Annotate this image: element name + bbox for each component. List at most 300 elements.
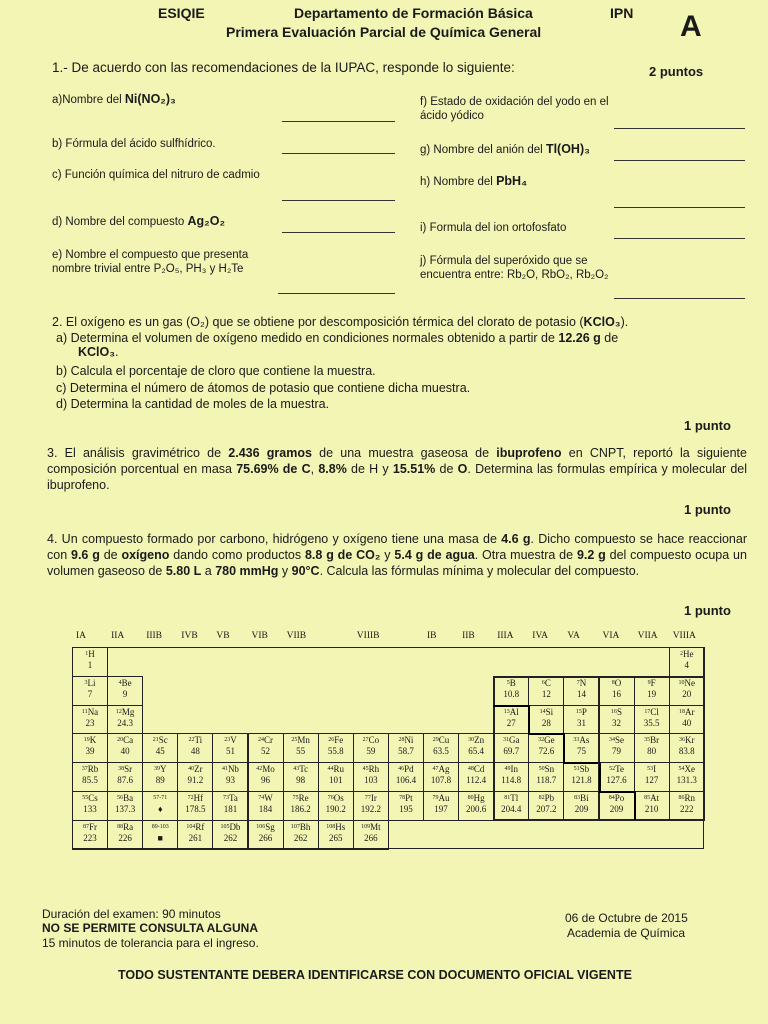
- p-block-frame: [493, 676, 705, 821]
- element-co: [353, 733, 389, 763]
- element-sc: [142, 733, 178, 763]
- q3-t3: en CNPT, reportó la siguiente composición porcentual en masa: [47, 446, 747, 476]
- q1-j-answer-line[interactable]: [614, 298, 745, 299]
- element-symbol: Kr: [684, 735, 695, 746]
- group-label-viiib: VIIIB: [356, 631, 380, 641]
- element-symbol: Cr: [264, 735, 274, 746]
- atomic-mass: 28: [541, 717, 551, 728]
- element-symbol: Ra: [123, 821, 134, 832]
- atomic-mass: 20: [682, 688, 692, 699]
- atomic-number: 107: [290, 823, 300, 830]
- atomic-mass: 65.4: [468, 746, 485, 757]
- atomic-mass: 265: [328, 832, 343, 843]
- q4-t10: . Calcula las fórmulas mínima y molecular del compuesto.: [319, 564, 640, 578]
- atomic-mass: ♦: [157, 804, 163, 814]
- element-rh: [353, 762, 389, 792]
- q2-points: 1 punto: [684, 418, 731, 433]
- element-symbol: F: [650, 677, 656, 688]
- atomic-mass: 121.8: [571, 775, 592, 786]
- atomic-number: 36: [678, 737, 685, 744]
- atomic-mass: 133: [83, 804, 97, 814]
- atomic-number: 11: [81, 708, 88, 715]
- atomic-number: 85: [644, 795, 651, 801]
- element-hf: [177, 791, 213, 821]
- element-fe: [318, 733, 354, 763]
- q1-c: c) Función química del nitruro de cadmio: [52, 169, 260, 181]
- atomic-number: 14: [539, 708, 546, 715]
- q1-a: [52, 93, 176, 108]
- atomic-number: 105: [220, 823, 230, 830]
- q3-mass: 2.436 gramos: [228, 446, 312, 460]
- group-label-vb: VB: [216, 631, 230, 641]
- atomic-number: 34: [609, 737, 616, 744]
- q2-title-end: ).: [620, 315, 629, 329]
- element-sr: [107, 762, 143, 792]
- element-symbol: Zn: [474, 735, 485, 746]
- element-ca: [107, 733, 143, 763]
- element-mg: [107, 705, 143, 735]
- atomic-number: 3: [84, 679, 88, 686]
- atomic-mass: 40: [120, 746, 130, 757]
- atomic-mass: 9: [122, 688, 128, 699]
- exam-duration: Duración del examen: 90 minutos: [42, 907, 221, 921]
- atomic-mass: 261: [188, 832, 203, 843]
- atomic-mass: 127.6: [606, 775, 627, 786]
- atomic-number: 49: [504, 766, 511, 773]
- element-symbol: C: [544, 677, 551, 688]
- atomic-number: 42: [256, 766, 263, 773]
- atomic-number: 89-103: [151, 823, 169, 830]
- element-mn: [283, 733, 319, 763]
- element-k: [72, 733, 108, 763]
- element-mt: [353, 820, 389, 850]
- atomic-mass: 266: [364, 832, 378, 843]
- atomic-mass: 48: [190, 746, 200, 757]
- atomic-number: 17: [644, 708, 651, 715]
- q1-h-formula: PbH₄: [496, 174, 528, 188]
- atomic-mass: 91.2: [187, 775, 204, 786]
- atomic-number: 16: [611, 708, 618, 715]
- atomic-number: 30: [468, 737, 475, 744]
- element-zn: [458, 733, 494, 763]
- q3-t7: . Determina las formulas empírica y molecular del ibuprofeno.: [47, 462, 747, 492]
- q1-i: i) Formula del ion ortofosfato: [420, 222, 567, 234]
- element-v: [212, 733, 248, 763]
- element-w: [248, 791, 284, 821]
- atomic-mass: 137.3: [115, 804, 136, 814]
- atomic-mass: 16: [612, 688, 622, 699]
- element-symbol: He: [682, 649, 694, 659]
- atomic-number: 45: [362, 766, 369, 773]
- element-symbol: Xe: [684, 764, 695, 775]
- q3-carbon: 75.69% de C: [236, 462, 311, 476]
- q4-t3: de: [99, 548, 122, 562]
- element-symbol: I: [653, 764, 657, 775]
- element-y: [142, 762, 178, 792]
- atomic-number: 109: [361, 823, 371, 830]
- atomic-number: 43: [293, 766, 300, 773]
- atomic-mass: 40: [682, 717, 692, 728]
- element-symbol: Ba: [123, 793, 134, 803]
- atomic-mass: 55: [296, 746, 306, 757]
- element-rf: [177, 820, 213, 850]
- group-label-iiia: IIIA: [497, 631, 514, 641]
- element-cs: [72, 791, 108, 821]
- q3-compound: ibuprofeno: [496, 446, 562, 460]
- atomic-mass: 89: [155, 775, 165, 786]
- element-symbol: W: [264, 793, 273, 803]
- atomic-mass: 75: [576, 746, 586, 757]
- atomic-number: 24: [258, 737, 265, 744]
- atomic-number: 19: [83, 737, 90, 744]
- element-nb: [212, 762, 248, 792]
- atomic-number: 84: [608, 795, 615, 801]
- atomic-mass: 69.7: [503, 746, 520, 757]
- element-symbol: Rf: [195, 821, 205, 832]
- atomic-mass: 262: [223, 832, 238, 843]
- atomic-number: 82: [538, 795, 545, 801]
- q1-h-text: h) Nombre del: [420, 176, 497, 188]
- atomic-number: 78: [399, 795, 406, 801]
- element-symbol: Y: [159, 764, 167, 775]
- atomic-number: 6: [541, 679, 545, 686]
- element-db: [212, 820, 248, 850]
- atomic-number: 39: [153, 766, 160, 773]
- atomic-mass: 10.8: [503, 688, 520, 699]
- q2-a-mass: 12.26 g: [558, 331, 601, 345]
- q4-points: 1 punto: [684, 603, 731, 618]
- atomic-number: 28: [398, 737, 405, 744]
- element-symbol: In: [510, 764, 518, 775]
- q1-g-text: g) Nombre del anión del: [420, 144, 546, 156]
- atomic-mass: 63.5: [433, 746, 449, 757]
- atomic-number: 7: [576, 679, 580, 686]
- q4-pressure: 780 mmHg: [215, 564, 279, 578]
- atomic-number: 108: [326, 823, 336, 830]
- q1-i-answer-line[interactable]: [614, 238, 745, 239]
- atomic-mass: 181: [223, 804, 238, 814]
- q2-title-formula: KClO₃: [583, 315, 621, 329]
- atomic-number: 2: [679, 651, 683, 657]
- element-symbol: Rb: [87, 764, 99, 775]
- q1-b-answer-line[interactable]: [282, 153, 395, 154]
- exam-title: Primera Evaluación Parcial de Química General: [226, 24, 542, 40]
- q4-temperature: 90°C: [291, 564, 320, 578]
- atomic-number: 51: [573, 766, 580, 773]
- atomic-mass: 118.7: [536, 775, 557, 786]
- q2-a-end: .: [115, 345, 119, 359]
- element-ba: [107, 791, 143, 821]
- element-bh: [283, 820, 319, 850]
- atomic-number: 74: [258, 795, 265, 801]
- q3-t6: de: [435, 462, 458, 476]
- element-ta: [212, 791, 248, 821]
- atomic-number: 75: [292, 795, 299, 801]
- element-ni: [388, 733, 424, 763]
- element-cu: [423, 733, 459, 763]
- q1-g-answer-line[interactable]: [614, 160, 745, 161]
- metalloid-divider: [528, 705, 530, 734]
- atomic-number: 38: [118, 766, 125, 773]
- atomic-number: 22: [188, 737, 195, 744]
- element-tc: [283, 762, 319, 792]
- atomic-number: 54: [678, 766, 685, 773]
- group-label-va: VA: [567, 631, 580, 641]
- q4-volume: 5.80 L: [165, 564, 202, 578]
- atomic-number: 88: [117, 823, 124, 830]
- group-label-ivb: IVB: [181, 631, 198, 641]
- atomic-mass: 96: [261, 775, 271, 786]
- atomic-number: 52: [609, 766, 616, 773]
- element-symbol: Ti: [194, 735, 203, 746]
- atomic-mass: 39: [85, 746, 95, 757]
- q3-oxygen: 15.51%: [392, 462, 436, 476]
- atomic-mass: 51: [225, 746, 235, 757]
- atomic-mass: 107.8: [430, 775, 452, 786]
- element-symbol: Cd: [473, 764, 485, 775]
- atomic-mass: 207.2: [536, 804, 557, 814]
- atomic-number: 35: [644, 737, 651, 744]
- element-symbol: Ag: [438, 764, 450, 775]
- element-symbol: Ir: [370, 793, 377, 803]
- atomic-number: 31: [502, 737, 509, 744]
- metalloid-divider: [634, 791, 636, 820]
- element-symbol: Sb: [579, 764, 590, 775]
- metalloid-divider: [563, 762, 598, 764]
- element-symbol: Nb: [227, 764, 239, 775]
- q1-f: f) Estado de oxidación del yodo en el ácido yódico: [420, 96, 609, 122]
- atomic-number: 87: [83, 823, 90, 830]
- q1-e-answer-line[interactable]: [278, 293, 395, 294]
- element-symbol: Ar: [684, 706, 695, 717]
- atomic-mass: 98: [296, 775, 306, 786]
- atomic-number: 56: [117, 795, 124, 801]
- atomic-mass: 114.8: [501, 775, 522, 786]
- atomic-number: 29: [432, 737, 439, 744]
- atomic-number: 79: [432, 795, 439, 801]
- q4-m2: 9.6 g: [71, 548, 100, 562]
- element-symbol: Hg: [473, 793, 485, 803]
- element-symbol: N: [579, 677, 587, 688]
- element-symbol: S: [617, 706, 623, 717]
- q3-t2: de una muestra gaseosa de: [311, 446, 497, 460]
- atomic-number: 55: [82, 795, 89, 801]
- atomic-mass: 24.3: [117, 717, 134, 728]
- element-cr: [248, 733, 284, 763]
- element-symbol: At: [650, 793, 660, 803]
- atomic-number: 53: [647, 766, 654, 773]
- element-symbol: Bi: [580, 793, 589, 803]
- group-label-iib: IIB: [462, 631, 475, 641]
- element-rb: [72, 762, 108, 792]
- element-symbol: Mt: [370, 821, 381, 832]
- element-symbol: Bh: [299, 821, 311, 832]
- group-label-viib: VIIB: [286, 631, 307, 641]
- atomic-mass: 27: [506, 717, 516, 728]
- atomic-number: 8: [611, 679, 615, 686]
- no-consult-notice: NO SE PERMITE CONSULTA ALGUNA: [42, 921, 258, 935]
- atomic-mass: 4: [684, 660, 689, 670]
- id-notice: TODO SUSTENTANTE DEBERA IDENTIFICARSE CON DOCUMENTO OFICIAL VIGENTE: [118, 968, 632, 982]
- element-symbol: Re: [298, 793, 309, 803]
- element-he: [669, 647, 705, 677]
- q4-m1: 4.6 g: [501, 532, 531, 546]
- q1-d-answer-line[interactable]: [282, 232, 395, 233]
- atomic-number: 13: [503, 708, 510, 715]
- atomic-mass: 190.2: [325, 804, 346, 814]
- atomic-mass: 12: [541, 688, 551, 699]
- atomic-number: 76: [327, 795, 334, 801]
- element-ra: [107, 820, 143, 850]
- atomic-mass: 14: [576, 688, 586, 699]
- group-label-viiia: VIIIA: [672, 631, 696, 641]
- q1-c-answer-line[interactable]: [282, 200, 395, 201]
- q3-t1: 3. El análisis gravimétrico de: [47, 446, 229, 460]
- element-symbol: Rh: [368, 764, 380, 775]
- q1-a-answer-line[interactable]: [282, 121, 395, 122]
- atomic-number: 46: [398, 766, 405, 773]
- q1-d: [52, 215, 225, 230]
- element-ir: [353, 791, 389, 821]
- element-symbol: Cu: [438, 735, 450, 746]
- atomic-mass: 209: [609, 804, 624, 814]
- atomic-mass: 200.6: [466, 804, 487, 814]
- q4-t7: del compuesto ocupa un volumen gaseoso de: [47, 548, 747, 578]
- element-symbol: O: [614, 677, 622, 688]
- atomic-number: 57-71: [153, 795, 168, 801]
- atomic-number: 21: [152, 737, 159, 744]
- atomic-mass: 1: [87, 660, 93, 670]
- element-series-89-103: [142, 820, 178, 850]
- element-symbol: Db: [229, 821, 241, 832]
- element-hs: [318, 820, 354, 850]
- element-symbol: Os: [333, 793, 344, 803]
- element-symbol: Ni: [404, 735, 414, 746]
- atomic-number: 81: [504, 795, 511, 801]
- atomic-mass: 223: [83, 832, 97, 843]
- element-symbol: Au: [438, 793, 450, 803]
- atomic-mass: 85.5: [82, 775, 98, 786]
- atomic-mass: 52: [261, 746, 271, 757]
- atomic-mass: 222: [679, 804, 694, 814]
- atomic-mass: 19: [647, 688, 657, 699]
- element-symbol: Sr: [124, 764, 133, 775]
- atomic-mass: 186.2: [290, 804, 311, 814]
- q1-g-formula: Tl(OH)₃: [545, 142, 590, 156]
- q4-oxy: oxígeno: [121, 548, 170, 562]
- atomic-mass: 209: [574, 804, 589, 814]
- atomic-number: 106: [256, 823, 266, 830]
- q1-d-formula: Ag₂O₂: [187, 214, 226, 228]
- atomic-number: 33: [573, 737, 580, 744]
- element-symbol: Pt: [405, 793, 413, 803]
- tolerance-notice: 15 minutos de tolerancia para el ingreso.: [42, 936, 259, 950]
- atomic-mass: 106.4: [395, 775, 417, 786]
- element-sg: [248, 820, 284, 850]
- element-ti: [177, 733, 213, 763]
- atomic-number: 5: [506, 679, 510, 686]
- atomic-mass: 23: [85, 717, 95, 728]
- q3-points: 1 punto: [684, 502, 731, 517]
- element-symbol: Ne: [684, 677, 695, 688]
- element-symbol: Ga: [508, 735, 520, 746]
- atomic-number: 27: [362, 737, 369, 744]
- q4-t8: a: [201, 564, 216, 578]
- atomic-mass: 197: [434, 804, 448, 814]
- atomic-mass: 58.7: [398, 746, 414, 757]
- group-label-ib: IB: [427, 631, 437, 641]
- exam-version: A: [680, 10, 702, 43]
- q1-h-answer-line[interactable]: [614, 207, 745, 208]
- element-symbol: Mn: [297, 735, 310, 746]
- q1-j: j) Fórmula del superóxido que se encuentra entre: Rb₂O, RbO₂, Rb₂O₂: [420, 255, 609, 281]
- q2-title: [52, 315, 628, 329]
- metalloid-divider: [599, 762, 601, 791]
- element-symbol: Te: [615, 764, 624, 775]
- atomic-mass: 101: [328, 775, 343, 786]
- metalloid-divider: [493, 705, 528, 707]
- element-symbol: Tl: [510, 793, 519, 803]
- atomic-mass: 93: [225, 775, 235, 786]
- q2-d: d) Determina la cantidad de moles de la muestra.: [56, 397, 330, 411]
- atomic-number: 12: [115, 708, 122, 715]
- atomic-mass: 204.4: [501, 804, 522, 814]
- q1-points: 2 puntos: [649, 64, 704, 79]
- academy-name: Academia de Química: [567, 926, 686, 940]
- q4-t2: . Dicho compuesto se hace reaccionar con: [47, 532, 747, 562]
- element-symbol: Hs: [335, 821, 346, 832]
- q4-t4: dando como productos: [169, 548, 305, 562]
- atomic-mass: 184: [258, 804, 273, 814]
- group-label-iva: IVA: [532, 631, 548, 641]
- atomic-number: 44: [327, 766, 334, 773]
- q2-c: c) Determina el número de átomos de potasio que contiene dicha muestra.: [56, 381, 471, 395]
- atomic-mass: 72.6: [538, 746, 555, 757]
- element-symbol: As: [579, 735, 590, 746]
- q1-h: [420, 175, 527, 190]
- element-symbol: Br: [650, 735, 660, 746]
- atomic-number: 80: [467, 795, 474, 801]
- metalloid-divider: [599, 791, 634, 793]
- atomic-number: 9: [647, 679, 651, 686]
- q4-t6: . Otra muestra de: [474, 548, 577, 562]
- q2-a-formula: KClO₃: [78, 345, 116, 359]
- element-symbol: Ge: [544, 735, 555, 746]
- q1-a-text: a)Nombre del: [52, 94, 125, 106]
- q1-f-answer-line[interactable]: [614, 128, 745, 129]
- element-symbol: P: [581, 706, 587, 717]
- element-symbol: Sg: [265, 821, 275, 832]
- atomic-mass: 103: [364, 775, 378, 786]
- element-symbol: Si: [545, 706, 554, 717]
- element-symbol: Fr: [89, 821, 98, 832]
- metalloid-divider: [563, 733, 565, 762]
- atomic-number: 20: [117, 737, 124, 744]
- q3-t5: de H y: [346, 462, 393, 476]
- element-ru: [318, 762, 354, 792]
- atomic-mass: 195: [399, 804, 413, 814]
- element-symbol: Rn: [684, 793, 695, 803]
- element-symbol: V: [230, 735, 237, 746]
- element-symbol: Sc: [158, 735, 168, 746]
- atomic-mass: 35.5: [643, 717, 660, 728]
- element-au: [423, 791, 459, 821]
- atomic-number: 72: [187, 795, 194, 801]
- exam-date: 06 de Octubre de 2015: [565, 911, 688, 925]
- atomic-mass: 32: [612, 717, 622, 728]
- q3-hydrogen: 8.8%: [318, 462, 347, 476]
- q4-text: [47, 531, 747, 579]
